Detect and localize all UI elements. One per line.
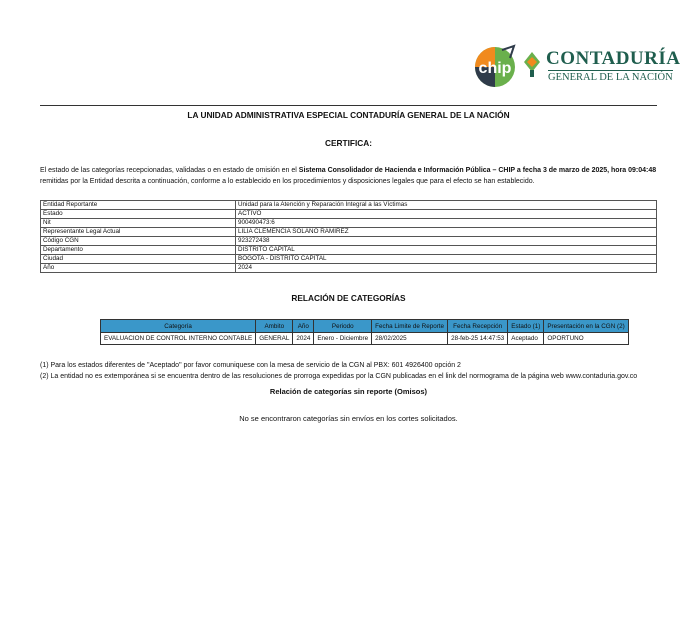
column-header: Ambito [256,320,293,333]
column-header: Fecha Recepción [448,320,508,333]
table-cell: 28-feb-25 14:47:53 [448,333,508,345]
info-row [41,264,657,273]
column-header: Año [293,320,314,333]
footnote-2: (2) La entidad no es extemporánea si se encuentra dentro de las resoluciones de prorroga expedidas por la CGN publicadas en el link del normograma de la página web www.contaduria.gov.co [40,373,638,380]
table-cell: Enero - Diciembre [314,333,372,345]
chip-logo-text: chip [478,60,512,77]
info-label: Entidad Reportante [41,201,236,210]
info-value: DISTRITO CAPITAL [236,246,657,255]
header-logo [472,44,681,90]
info-value: 2024 [236,264,657,273]
info-value: BOGOTA - DISTRITO CAPITAL [236,255,657,264]
paragraph-closing: remitidas por la Entidad descrita a continuación, conforme a lo establecido en los procedimientos y disposiciones legales que para el efecto se han establecido. [40,178,535,185]
table-row [101,333,629,345]
info-value: Unidad para la Atención y Reparación Integral a las Víctimas [236,201,657,210]
info-row [41,228,657,237]
info-label: Nit [41,219,236,228]
info-value: 923272438 [236,237,657,246]
table-cell: OPORTUNO [544,333,628,345]
info-label: Estado [41,210,236,219]
brand-name: CONTADURÍA [546,48,681,69]
paragraph-system-name: Sistema Consolidador de Hacienda e Información Pública – CHIP a fecha 3 de marzo de 2025, hora 09:04:48 [298,167,657,174]
info-row [41,237,657,246]
relacion-heading: RELACIÓN DE CATEGORÍAS [291,293,406,303]
info-label: Año [41,264,236,273]
info-row [41,246,657,255]
table-cell: 2024 [293,333,314,345]
info-label: Departamento [41,246,236,255]
certification-paragraph [40,165,660,187]
info-label: Ciudad [41,255,236,264]
omisos-heading: Relación de categorías sin reporte (Omisos) [269,387,428,396]
brand-subtitle: GENERAL DE LA NACIÓN [548,72,673,83]
info-value: 900490473:6 [236,219,657,228]
column-header: Periodo [314,320,372,333]
column-header: Categoría [101,320,256,333]
info-row [41,201,657,210]
table-cell: 28/02/2025 [372,333,448,345]
info-value: ACTIVO [236,210,657,219]
info-value: LILIA CLEMENCIA SOLANO RAMIREZ [236,228,657,237]
column-header: Fecha Limite de Reporte [372,320,448,333]
info-row [41,255,657,264]
info-row [41,210,657,219]
certifica-heading: CERTIFICA: [324,138,372,148]
footnote-1: (1) Para los estados diferentes de "Aceptado" por favor comuniquese con la mesa de servicio de la CGN al PBX: 601 4926400 opción 2 [40,362,461,369]
info-label: Representante Legal Actual [41,228,236,237]
header-divider [40,105,657,106]
cgn-emblem-icon [522,50,542,78]
info-label: Código CGN [41,237,236,246]
info-row [41,219,657,228]
document-title: LA UNIDAD ADMINISTRATIVA ESPECIAL CONTADURÍA GENERAL DE LA NACIÓN [187,110,510,120]
table-cell: EVALUACION DE CONTROL INTERNO CONTABLE [101,333,256,345]
footnotes [40,360,670,382]
categories-table [100,319,629,345]
table-cell: GENERAL [256,333,293,345]
column-header: Estado (1) [508,320,544,333]
entity-info-table [40,200,657,273]
chip-logo-icon [472,44,518,90]
column-header: Presentación en la CGN (2) [544,320,628,333]
table-cell: Aceptado [508,333,544,345]
omisos-text: No se encontraron categorías sin envíos en los cortes solicitados. [239,414,458,423]
paragraph-intro: El estado de las categorías recepcionadas, validadas o en estado de omisión en el [40,167,299,174]
